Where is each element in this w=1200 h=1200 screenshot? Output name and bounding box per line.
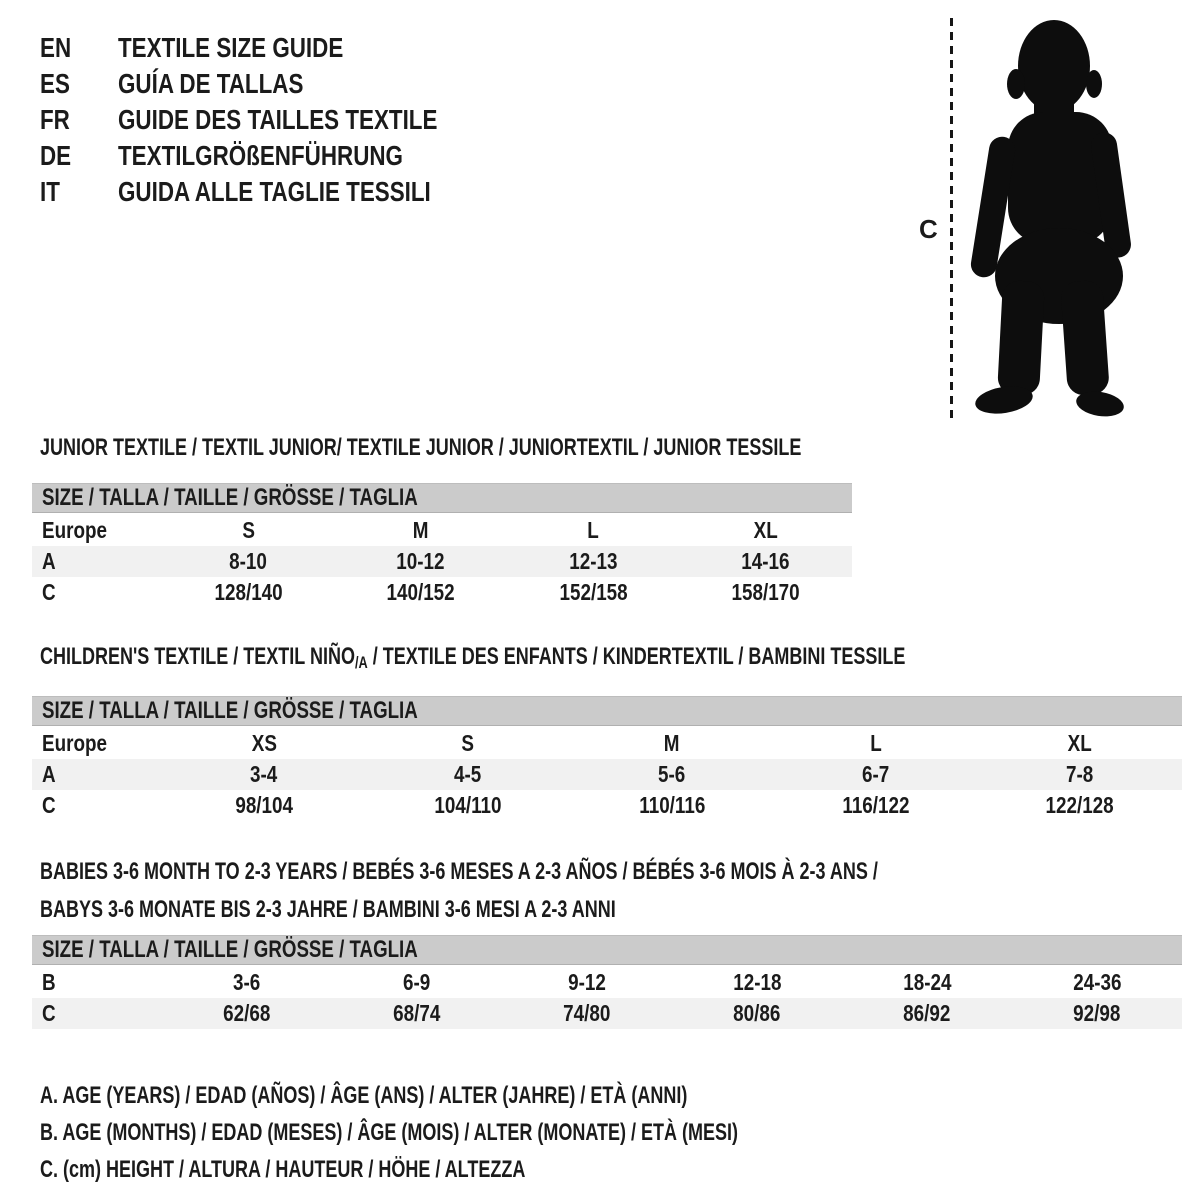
- children-section-title: [32, 645, 1182, 671]
- junior-size-table: [32, 483, 852, 608]
- babies-section-title-line2: [32, 891, 1182, 929]
- babies-section-title-line1: [32, 853, 1182, 891]
- size-cell-text: L: [587, 517, 600, 543]
- row-label-text: C: [42, 1000, 56, 1026]
- size-cell: [774, 761, 978, 788]
- row-label: [32, 548, 162, 575]
- row-label: [32, 517, 162, 544]
- babies-size-table: [32, 935, 1182, 1029]
- table-row-age-months: [32, 967, 1182, 998]
- language-code-text: DE: [40, 140, 72, 171]
- title-sub: /A: [354, 653, 368, 672]
- height-figure: [919, 18, 1159, 420]
- language-row-es: [40, 66, 517, 102]
- size-cell: [162, 579, 335, 606]
- size-cell: [507, 548, 680, 575]
- size-cell-text: 4-5: [454, 761, 482, 787]
- language-title-list: [40, 30, 517, 210]
- size-cell-text: 9-12: [568, 969, 606, 995]
- junior-size-header-bar: [32, 483, 852, 513]
- language-label-text: GUIDA ALLE TAGLIE TESSILI: [118, 176, 431, 207]
- table-row-age-years: [32, 546, 852, 577]
- title-post: / TEXTILE DES ENFANTS / KINDERTEXTIL / BAMBINI TESSILE: [367, 643, 906, 670]
- size-cell: [335, 548, 508, 575]
- size-cell: [680, 517, 853, 544]
- language-row-it: [40, 174, 517, 210]
- size-cell: [774, 730, 978, 757]
- size-cell-text: 10-12: [396, 548, 445, 574]
- babies-size-header-bar: [32, 935, 1182, 965]
- table-row-height-cm: [32, 577, 852, 608]
- size-cell-text: 7-8: [1066, 761, 1094, 787]
- row-label-text: A: [42, 761, 56, 787]
- size-cell-text: 116/122: [842, 792, 910, 818]
- size-cell: [774, 792, 978, 819]
- toddler-silhouette-icon: [966, 18, 1136, 418]
- size-cell-text: S: [241, 517, 255, 543]
- section-babies-textile: [32, 853, 1182, 1029]
- language-code-de: [40, 140, 118, 172]
- size-header-text: SIZE / TALLA / TAILLE / GRÖSSE / TAGLIA: [42, 936, 418, 963]
- title-pre: CHILDREN'S TEXTILE / TEXTIL NIÑO: [40, 643, 355, 670]
- language-row-de: [40, 138, 517, 174]
- row-label-text: Europe: [42, 730, 107, 756]
- size-cell: [672, 1000, 842, 1027]
- size-cell-text: 18-24: [902, 969, 952, 995]
- legend-line-c: [40, 1151, 1182, 1188]
- size-cell: [366, 730, 570, 757]
- size-cell-text: 3-6: [233, 969, 261, 995]
- size-cell: [570, 761, 774, 788]
- row-label: [32, 761, 162, 788]
- size-cell-text: XS: [251, 730, 277, 756]
- section-junior-textile: [32, 436, 1182, 608]
- size-cell-text: 14-16: [741, 548, 790, 574]
- size-cell-text: 98/104: [235, 792, 293, 818]
- row-label-text: A: [42, 548, 56, 574]
- size-cell: [502, 1000, 672, 1027]
- size-cell-text: 158/170: [731, 579, 800, 605]
- size-cell: [842, 969, 1012, 996]
- language-label-text: GUÍA DE TALLAS: [118, 68, 304, 99]
- size-cell: [672, 969, 842, 996]
- size-cell-text: 80/86: [733, 1000, 781, 1026]
- row-label-text: B: [42, 969, 56, 995]
- size-cell-text: 62/68: [223, 1000, 271, 1026]
- size-cell-text: 5-6: [658, 761, 686, 787]
- size-cell: [335, 517, 508, 544]
- size-cell-text: 140/152: [386, 579, 455, 605]
- size-cell: [162, 730, 366, 757]
- language-label-es: [118, 68, 350, 100]
- row-label-text: Europe: [42, 517, 107, 543]
- size-cell-text: 152/158: [559, 579, 628, 605]
- section-childrens-textile: [32, 645, 1182, 821]
- size-cell: [1012, 969, 1182, 996]
- children-size-table: [32, 696, 1182, 821]
- size-cell-text: 12-13: [569, 548, 618, 574]
- size-cell-text: 12-18: [732, 969, 782, 995]
- size-cell: [332, 1000, 502, 1027]
- row-label: [32, 792, 162, 819]
- size-cell: [502, 969, 672, 996]
- size-cell-text: 86/92: [903, 1000, 951, 1026]
- language-code-text: ES: [40, 68, 70, 99]
- language-code-en: [40, 32, 118, 64]
- size-cell: [978, 761, 1182, 788]
- height-marker-label: C: [919, 214, 938, 244]
- language-label-text: GUIDE DES TAILLES TEXTILE: [118, 104, 438, 135]
- height-dashed-line: [950, 18, 953, 420]
- size-cell-text: M: [664, 730, 680, 756]
- legend-line-text: A. AGE (YEARS) / EDAD (AÑOS) / ÂGE (ANS) / ALTER (JAHRE) / ETÀ (ANNI): [40, 1081, 688, 1109]
- size-cell-text: S: [461, 730, 475, 756]
- size-cell: [680, 579, 853, 606]
- size-cell: [162, 517, 335, 544]
- size-cell-text: 110/116: [638, 792, 706, 818]
- size-cell-text: 3-4: [250, 761, 278, 787]
- size-cell-text: 24-36: [1072, 969, 1122, 995]
- table-row-height-cm: [32, 998, 1182, 1029]
- language-code-text: EN: [40, 32, 72, 63]
- language-code-text: IT: [40, 176, 60, 207]
- language-code-es: [40, 68, 118, 100]
- size-cell: [978, 792, 1182, 819]
- table-row-europe: [32, 515, 852, 546]
- language-row-fr: [40, 102, 517, 138]
- size-cell-text: 8-10: [229, 548, 268, 574]
- size-cell: [162, 761, 366, 788]
- children-section-title-text: [40, 645, 905, 671]
- size-cell: [162, 969, 332, 996]
- size-header-text: SIZE / TALLA / TAILLE / GRÖSSE / TAGLIA: [42, 484, 418, 511]
- size-cell-text: 68/74: [393, 1000, 441, 1026]
- size-cell-text: L: [870, 730, 882, 756]
- size-tables: [32, 436, 1182, 1188]
- language-label-text: TEXTILE SIZE GUIDE: [118, 32, 344, 63]
- language-label-fr: [118, 104, 517, 136]
- table-row-age-years: [32, 759, 1182, 790]
- row-label-text: C: [42, 579, 56, 605]
- size-cell-text: 6-7: [862, 761, 890, 787]
- size-header-text: SIZE / TALLA / TAILLE / GRÖSSE / TAGLIA: [42, 697, 418, 724]
- size-cell: [1012, 1000, 1182, 1027]
- size-cell: [507, 579, 680, 606]
- size-cell: [680, 548, 853, 575]
- babies-section-title-text: BABYS 3-6 MONATE BIS 2-3 JAHRE / BAMBINI 3-6 MESI A 2-3 ANNI: [40, 896, 616, 923]
- size-cell: [335, 579, 508, 606]
- size-cell-text: 74/80: [563, 1000, 611, 1026]
- junior-section-title: [32, 436, 1182, 460]
- size-cell: [507, 517, 680, 544]
- size-cell: [162, 792, 366, 819]
- language-label-text: TEXTILGRÖßENFÜHRUNG: [118, 140, 403, 171]
- size-cell-text: XL: [1067, 730, 1093, 756]
- row-label: [32, 969, 162, 996]
- size-cell: [366, 792, 570, 819]
- row-label: [32, 1000, 162, 1027]
- size-cell: [570, 730, 774, 757]
- language-code-text: FR: [40, 104, 70, 135]
- size-cell-text: XL: [753, 517, 778, 543]
- size-cell: [332, 969, 502, 996]
- legend-line-text: C. (cm) HEIGHT / ALTURA / HAUTEUR / HÖHE / ALTEZZA: [40, 1155, 526, 1183]
- size-cell-text: 92/98: [1073, 1000, 1121, 1026]
- size-cell: [162, 548, 335, 575]
- size-cell: [366, 761, 570, 788]
- language-row-en: [40, 30, 517, 66]
- table-row-height-cm: [32, 790, 1182, 821]
- size-cell: [978, 730, 1182, 757]
- table-row-europe: [32, 728, 1182, 759]
- junior-section-title-text: JUNIOR TEXTILE / TEXTIL JUNIOR/ TEXTILE JUNIOR / JUNIORTEXTIL / JUNIOR TESSILE: [40, 434, 802, 461]
- legend-line-text: B. AGE (MONTHS) / EDAD (MESES) / ÂGE (MOIS) / ALTER (MONATE) / ETÀ (MESI): [40, 1118, 738, 1146]
- language-label-en: [118, 32, 400, 64]
- size-cell: [842, 1000, 1012, 1027]
- size-cell-text: M: [412, 517, 429, 543]
- children-size-header-bar: [32, 696, 1182, 726]
- language-label-de: [118, 140, 474, 172]
- measurement-legend: [32, 1077, 1182, 1188]
- row-label: [32, 730, 162, 757]
- size-cell: [162, 1000, 332, 1027]
- legend-line-a: [40, 1077, 1182, 1114]
- babies-section-title-text: BABIES 3-6 MONTH TO 2-3 YEARS / BEBÉS 3-6 MESES A 2-3 AÑOS / BÉBÉS 3-6 MOIS À 2-3 ANS /: [40, 858, 878, 885]
- row-label-text: C: [42, 792, 56, 818]
- language-label-it: [118, 176, 509, 208]
- language-code-it: [40, 176, 118, 208]
- size-cell-text: 122/128: [1045, 792, 1115, 818]
- language-code-fr: [40, 104, 118, 136]
- size-cell-text: 6-9: [403, 969, 431, 995]
- size-cell-text: 128/140: [214, 579, 283, 605]
- row-label: [32, 579, 162, 606]
- legend-line-b: [40, 1114, 1182, 1151]
- size-cell-text: 104/110: [434, 792, 502, 818]
- size-cell: [570, 792, 774, 819]
